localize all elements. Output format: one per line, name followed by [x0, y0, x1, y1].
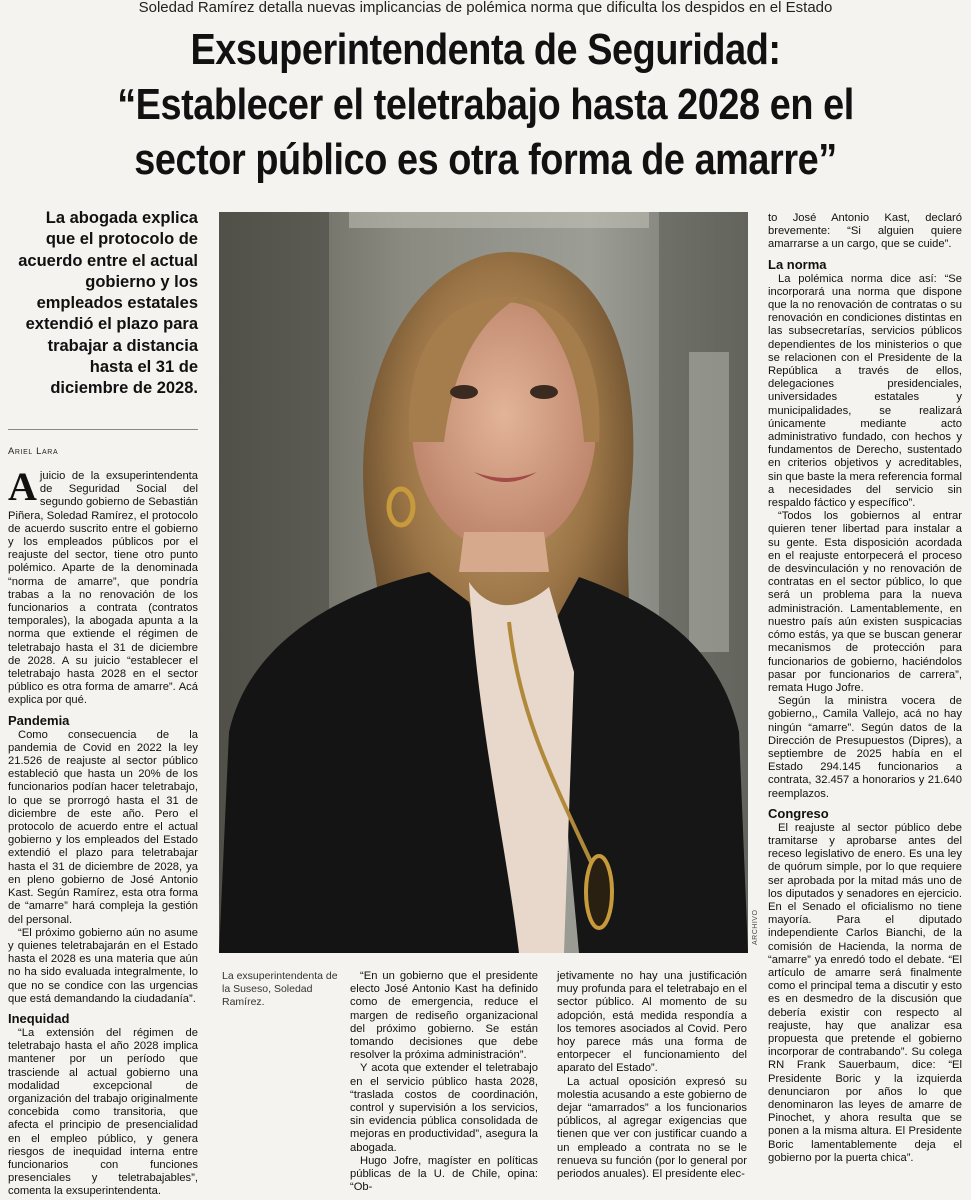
subhead-pandemia: Pandemia: [8, 712, 70, 728]
paragraph: Como consecuencia de la pandemia de Covid en 2022 la ley 21.526 de reajuste al sector público estableció que hasta un 20% de los funcionarios podían hacer teletrabajo, lo que se prorrogó hasta el 31 de diciembre de este año. Pero el protocolo de acuerdo entre el actual gobierno y los empleados del Estado extendió el plazo para teletrabajar hasta el 31 de diciembre de 2028, ya en pleno gobierno de José Antonio Kast. Según Ramírez, esta otra forma de “amarre” hará compleja la gestión del personal.: [8, 728, 198, 926]
photo-caption: La exsuperintendenta de la Suseso, Soledad Ramírez.: [222, 970, 338, 1008]
photo-credit: ARCHIVO: [752, 909, 759, 945]
divider: [8, 429, 198, 430]
subhead-la-norma: La norma: [768, 256, 827, 272]
paragraph: Hugo Jofre, magíster en políticas públicas de la U. de Chile, opina: “Ob-: [350, 1154, 538, 1194]
paragraph: [8, 464, 198, 708]
headline: [77, 22, 895, 187]
paragraph: “Todos los gobiernos al entrar quieren tener libertad para instalar a su gente. Esta disposición acordada en el reajuste entorpecerá el proceso de desvinculación y no renovación de contratas en el sector público, lo que será un problema para la nueva administración. Lamentablemente, en nuestro país aún existen suspicacias cómo estás, ya que se buscan generar mecanismos de protección para funcionarios de gobierno, haciéndolos pasar por funcionarios de carrera”, remata Hugo Jofre.: [768, 510, 962, 694]
kicker: Soledad Ramírez detalla nuevas implicancias de polémica norma que dificulta los despidos en el Estado: [138, 0, 833, 16]
paragraph: El reajuste al sector público debe tramitarse y aprobarse antes del receso legislativo de enero. Es una ley de quórum simple, por lo que requiere ser aprobada por la mitad más uno de los diputados y senadores en ejercicio. En el Senado el oficialismo no tiene mayoría. Para el diputado independiente Carlos Bianchi, de la comisión de Hacienda, la norma de “amarre” ya enredó todo el debate. “El artículo de amarre será finalmente como el principal tema a discutir y esto es en desmedro de la discusión que debería existir con respecto al reajuste, hay que analizar esa propuesta que pretende el gobierno incorporar de contrabando”. Su colega RN Frank Sauerbaum, dice: “El Presidente Boric y la izquierda denunciaron por años lo que denominaron las leyes de amarre de Pinochet, y ahora resulta que se ponen a la misma altura. El Presidente Boric lamentablemente deja el gobierno por la puerta chica”.: [768, 821, 962, 1164]
paragraph: “La extensión del régimen de teletrabajo hasta el año 2028 implica mantener por un período que trasciende al actual gobierno una modalidad excepcional de organización del trabajo originalmente concebida como transitoria, que afecta el principio de presencialidad en el empleo público, y genera riesgos de inequidad interna entre funcionarios con funciones presenciales y teletrabajables”, comenta la exsuperintendenta.: [8, 1026, 198, 1198]
paragraph-text: juicio de la exsuperintendenta de Seguridad Social del segundo gobierno de Sebastián Piñera, Soledad Ramírez, el protocolo de acuerdo suscrito entre el gobierno y los empleados públicos por el reajuste del sector, tiene otro punto polémico. Aparte de la denominada “norma de amarre”, que pondría trabas a la no renovación de los funcionarios a contrata (contratos temporales), la abogada apunta a la norma que extiende el régimen de teletrabajo hasta el 31 de diciembre de 2028. A su juicio “establecer el teletrabajo hasta 2028 en el sector público es otra forma de amarre”. Acá explica por qué.: [8, 470, 198, 707]
paragraph: “El próximo gobierno aún no asume y quienes teletrabajarán en el Estado hasta el 2028 es una materia que aún no ha sido evaluada integralmente, lo que no se condice con las urgencias que está demandando la ciudadanía”.: [8, 926, 198, 1005]
paragraph: “En un gobierno que el presidente electo José Antonio Kast ha definido como de emergencia, reduce el margen de rediseño organizacional del próximo gobierno. Se están tomando decisiones que debe resolver la próxima administración”.: [350, 970, 538, 1062]
column-3: [557, 970, 747, 1181]
column-1: [8, 464, 198, 1199]
subhead-congreso: Congreso: [768, 805, 829, 821]
paragraph: La actual oposición expresó su molestia acusando a este gobierno de dejar “amarrados” a los funcionarios públicos, al agregar exigencias que tienen que ver con justificar cuando a un empleado a contrata no se le renueva su función (por lo general por periodos anuales). El presidente elec-: [557, 1075, 747, 1181]
paragraph: Y acota que extender el teletrabajo en el servicio público hasta 2028, “traslada costos de coordinación, control y supervisión a los servicios, sin evidencia pública consolidada de mejoras en productividad”, asegura la abogada.: [350, 1062, 538, 1154]
drop-cap: A: [8, 464, 37, 509]
headline-line-2: “Establecer el teletrabajo hasta 2028 en el: [117, 80, 854, 129]
column-2: [350, 970, 538, 1194]
column-4: [768, 212, 962, 1165]
subhead-inequidad: Inequidad: [8, 1010, 70, 1026]
headline-line-3: sector público es otra forma de amarre”: [134, 135, 837, 184]
lead-paragraph: La abogada explica que el protocolo de acuerdo entre el actual gobierno y los empleados estatales extendió el plazo para trabajar a distancia hasta el 31 de diciembre de 2028.: [18, 209, 198, 398]
portrait-photo: [219, 212, 748, 953]
paragraph: La polémica norma dice así: “Se incorporará una norma que dispone que la no renovación de contratas o su renovación en condiciones distintas en las subsecretarías, servicios públicos dependientes de los ministerios o que se relacionen con el Presidente de la República a través de ellos, delegaciones presidenciales, universidades estatales y municipalidades, se realizará únicamente mediante acto administrativo fundado, con hechos y fundamentos de Derecho, sustentado en criterios objetivos y acreditables, sin que baste la mera referencia formal a necesidades del servicio sin respaldo fáctico y específico”.: [768, 272, 963, 510]
byline: Ariel Lara: [8, 446, 59, 457]
paragraph: to José Antonio Kast, declaró brevemente: “Si alguien quiere amarrarse a un cargo, que se cuide”.: [768, 212, 962, 251]
paragraph: jetivamente no hay una justificación muy profunda para el teletrabajo en el sector público. Al momento de su adopción, está medida respondía a los temores asociados al Covid. Pero hoy parece más una forma de entorpecer el funcionamiento del aparato del Estado”.: [557, 970, 747, 1075]
headline-line-1: Exsuperintendenta de Seguridad:: [190, 25, 781, 74]
paragraph: Según la ministra vocera de gobierno,, Camila Vallejo, acá no hay ningún “amarre”. Según datos de la Dirección de Presupuestos (Dipres), a septiembre de 2025 había en el Estado 294.145 funcionarios a contrata, 32.457 a honorarios y 21.640 reemplazos.: [768, 695, 962, 800]
